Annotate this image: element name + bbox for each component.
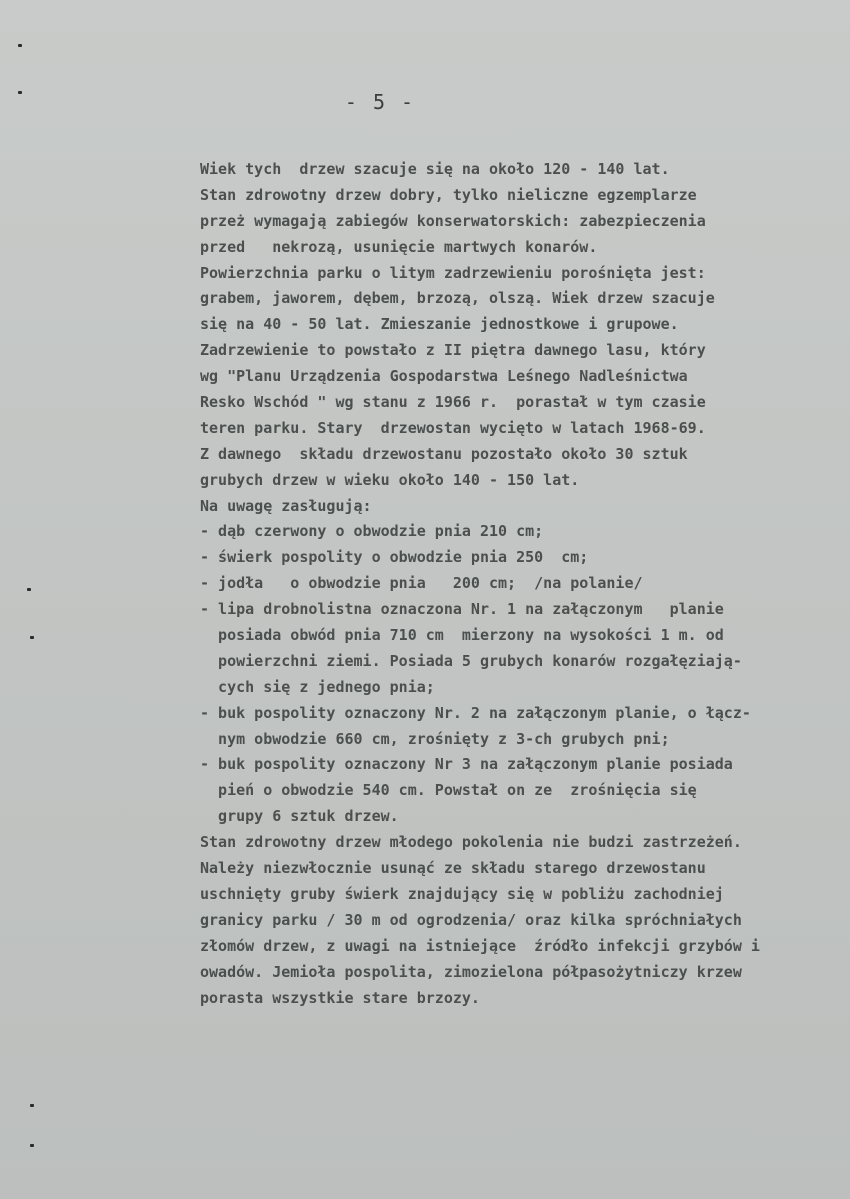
text-line: złomów drzew, z uwagi na istniejące źródło infekcji grzybów i — [200, 936, 760, 955]
text-line: - lipa drobnolistna oznaczona Nr. 1 na załączonym planie — [200, 600, 724, 619]
text-line: - buk pospolity oznaczony Nr 3 na załączonym planie posiada — [200, 755, 733, 774]
binding-mark — [30, 636, 34, 639]
text-line: powierzchni ziemi. Posiada 5 grubych konarów rozgałęziają- — [200, 651, 742, 670]
text-line: porasta wszystkie stare brzozy. — [200, 988, 480, 1007]
text-line: Wiek tych drzew szacuje się na około 120 - 140 lat. — [200, 160, 670, 178]
typewritten-text — [200, 157, 850, 1011]
text-line: - świerk pospolity o obwodzie pnia 250 cm; — [200, 548, 589, 567]
text-line: Powierzchnia parku o litym zadrzewieniu porośnięta jest: — [200, 263, 706, 282]
text-line: grupy 6 sztuk drzew. — [200, 807, 399, 826]
text-line: Na uwagę zasługują: — [200, 496, 372, 515]
text-line: teren parku. Stary drzewostan wycięto w latach 1968-69. — [200, 418, 706, 437]
text-line: przed nekrozą, usunięcie martwych konarów. — [200, 237, 598, 256]
text-line: - jodła o obwodzie pnia 200 cm; /na polanie/ — [200, 574, 643, 593]
page-number: - 5 - — [344, 90, 416, 114]
text-line: posiada obwód pnia 710 cm mierzony na wysokości 1 m. od — [200, 626, 724, 645]
text-line: cych się z jednego pnia; — [200, 677, 435, 696]
text-line: Resko Wschód " wg stanu z 1966 r. porastał w tym czasie — [200, 393, 706, 412]
text-line: owadów. Jemioła pospolita, zimozielona półpasożytniczy krzew — [200, 962, 742, 981]
text-line: Zadrzewienie to powstało z II piętra dawnego lasu, który — [200, 341, 706, 360]
text-line: grabem, jaworem, dębem, brzozą, olszą. Wiek drzew szacuje — [200, 289, 715, 308]
binding-mark — [30, 1104, 34, 1107]
text-line: pień o obwodzie 540 cm. Powstał on ze zrośnięcia się — [200, 781, 697, 800]
text-line: Należy niezwłocznie usunąć ze składu starego drzewostanu — [200, 859, 706, 878]
text-line: - dąb czerwony o obwodzie pnia 210 cm; — [200, 522, 544, 541]
text-line: przeż wymagają zabiegów konserwatorskich: zabezpieczenia — [200, 211, 706, 230]
binding-mark — [30, 1144, 34, 1147]
text-line: grubych drzew w wieku około 140 - 150 lat. — [200, 470, 580, 489]
binding-mark — [18, 44, 22, 47]
text-line: granicy parku / 30 m od ogrodzenia/ oraz kilka spróchniałych — [200, 910, 742, 929]
text-line: się na 40 - 50 lat. Zmieszanie jednostkowe i grupowe. — [200, 315, 679, 334]
binding-mark — [27, 588, 31, 591]
text-line: - buk pospolity oznaczony Nr. 2 na załączonym planie, o łącz- — [200, 703, 751, 722]
text-line: nym obwodzie 660 cm, zrośnięty z 3-ch grubych pni; — [200, 729, 670, 748]
text-line: uschnięty gruby świerk znajdujący się w pobliżu zachodniej — [200, 884, 724, 903]
text-line: Stan zdrowotny drzew dobry, tylko nieliczne egzemplarze — [200, 185, 697, 204]
text-line: wg "Planu Urządzenia Gospodarstwa Leśnego Nadleśnictwa — [200, 367, 688, 386]
text-line: Stan zdrowotny drzew młodego pokolenia nie budzi zastrzeżeń. — [200, 833, 742, 852]
text-line: Z dawnego składu drzewostanu pozostało około 30 sztuk — [200, 444, 688, 463]
